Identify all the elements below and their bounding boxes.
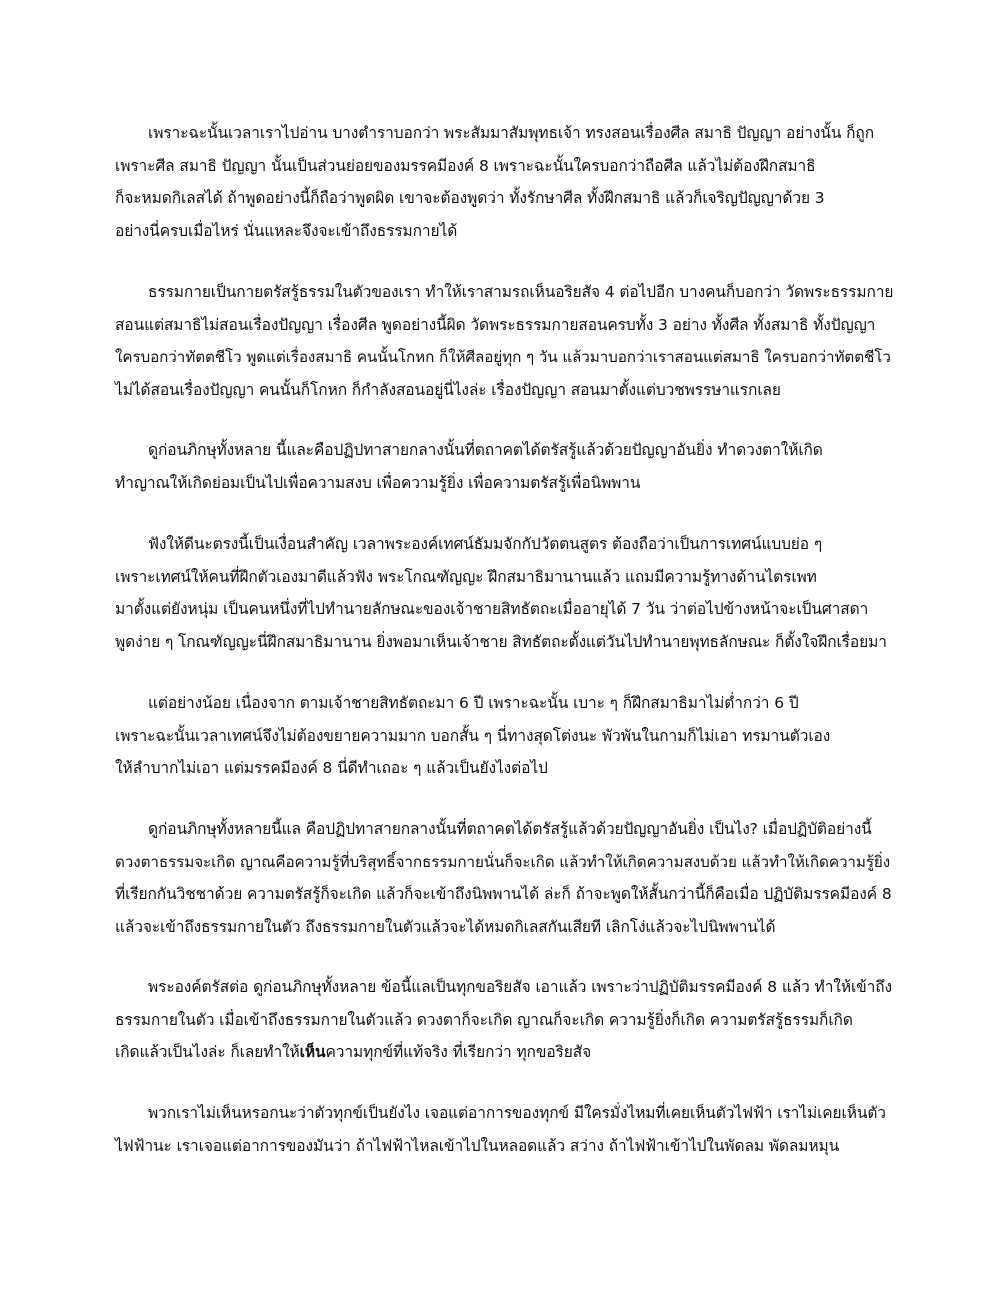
text-segment: ความทุกข์ที่แท้จริง ที่เรียกว่า ทุกขอริยสัจ [325, 1043, 592, 1061]
text-line: ไม่ได้สอนเรื่องปัญญา คนนั้นก็โกหก ก็กำลังสอนอยู่นี่ไงล่ะ เรื่องปัญญา สอนมาตั้งแต่บวชพรรษาแรกเลย [115, 380, 781, 399]
text-line: พวกเราไม่เห็นหรอกนะว่าตัวทุกข์เป็นยังไง เจอแต่อาการของทุกข์ มีใครมั่งไหมที่เคยเห็นตัวไฟฟ้า เราไม่เคยเห็นตัว [148, 1104, 886, 1122]
text-line: ให้ลำบากไม่เอา แต่มรรคมีองค์ 8 นี่ดีทำเถอะ ๆ แล้วเป็นยังไงต่อไป [115, 759, 548, 777]
text-line: ดูก่อนภิกษุทั้งหลาย นี้และคือปฏิปทาสายกลางนั้นที่ตถาคตได้ตรัสรู้แล้วด้วยปัญญาอันยิ่ง ทำดวงตาให้เกิด [148, 441, 823, 459]
paragraph-8 [115, 1097, 895, 1162]
text-line: ใครบอกว่าทัตตชีโว พูดแต่เรื่องสมาธิ คนนั้นโกหก ก็ให้ศีลอยู่ทุก ๆ วัน แล้วมาบอกว่าเราสอนแต่สมาธิ ใครบอกว่าทัตตชีโว [115, 348, 891, 366]
text-line: ดวงตาธรรมจะเกิด ญาณคือความรู้ที่บริสุทธิ์จากธรรมกายนั่นก็จะเกิด แล้วทำให้เกิดความสงบด้วย แล้วทำให้เกิดความรู้ยิ่ง [115, 852, 891, 871]
text-line: พูดง่าย ๆ โกณฑัญญะนี่ฝึกสมาธิมานาน ยิ่งพอมาเห็นเจ้าชาย สิทธัตถะตั้งแต่วันไปทำนายพุทธลักษณะ ก็ตั้งใจฝึกเรื่อยมา [115, 632, 887, 651]
text-line-with-emphasis [115, 1036, 895, 1069]
paragraph-7 [115, 971, 895, 1069]
paragraph-3 [115, 434, 895, 499]
paragraph-6 [115, 813, 895, 943]
text-line: มาตั้งแต่ยังหนุ่ม เป็นคนหนึ่งที่ไปทำนายลักษณะของเจ้าชายสิทธัตถะเมื่ออายุได้ 7 วัน ว่าต่อไปข้างหน้าจะเป็นศาสดา [115, 600, 869, 618]
text-line: ธรรมกายเป็นกายตรัสรู้ธรรมในตัวของเรา ทำให้เราสามรถเห็นอริยสัจ 4 ต่อไปอีก บางคนก็บอกว่า วัดพระธรรมกาย [148, 283, 894, 301]
paragraph-5 [115, 687, 895, 785]
text-line: ทำญาณให้เกิดย่อมเป็นไปเพื่อความสงบ เพื่อความรู้ยิ่ง เพื่อความตรัสรู้เพื่อนิพพาน [115, 473, 641, 492]
emphasis-text: เห็น [299, 1043, 326, 1061]
paragraph-1 [115, 117, 895, 247]
text-line: สอนแต่สมาธิไม่สอนเรื่องปัญญา เรื่องศีล พูดอย่างนี้ผิด วัดพระธรรมกายสอนครบทั้ง 3 อย่าง ทั้งศีล ทั้งสมาธิ ทั้งปัญญา [115, 315, 876, 334]
text-line: ธรรมกายในตัว เมื่อเข้าถึงธรรมกายในตัวแล้ว ดวงตาก็จะเกิด ญาณก็จะเกิด ความรู้ยิ่งก็เกิด ความตรัสรู้ธรรมก็เกิด [115, 1010, 853, 1029]
text-line: เพราะศีล สมาธิ ปัญญา นั้นเป็นส่วนย่อยของมรรคมีองค์ 8 เพราะฉะนั้นใครบอกว่าถือศีล แล้วไม่ต้องฝึกสมาธิ [115, 156, 816, 175]
text-segment: เกิดแล้วเป็นไงล่ะ ก็เลยทำให้ [115, 1043, 300, 1061]
paragraph-2 [115, 276, 895, 406]
text-line: อย่างนี่ครบเมื่อไหร่ นั่นแหละจึงจะเข้าถึงธรรมกายได้ [115, 221, 458, 240]
text-line: ไฟฟ้านะ เราเจอแต่อาการของมันว่า ถ้าไฟฟ้าไหลเข้าไปในหลอดแล้ว สว่าง ถ้าไฟฟ้าเข้าไปในพัดลม พัดลมหมุน [115, 1136, 840, 1155]
text-line: แต่อย่างน้อย เนื่องจาก ตามเจ้าชายสิทธัตถะมา 6 ปี เพราะฉะนั้น เบาะ ๆ ก็ฝึกสมาธิมาไม่ต่ำกว่า 6 ปี [148, 694, 799, 712]
text-line: ก็จะหมดกิเลสได้ ถ้าพูดอย่างนี้ก็ถือว่าพูดผิด เขาจะต้องพูดว่า ทั้งรักษาศีล ทั้งฝึกสมาธิ แล้วก็เจริญปัญญาด้วย 3 [115, 189, 825, 207]
text-line: เพราะฉะนั้นเวลาเราไปอ่าน บางตำราบอกว่า พระสัมมาสัมพุทธเจ้า ทรงสอนเรื่องศีล สมาธิ ปัญญา อย่างนั้น ก็ถูก [148, 124, 874, 142]
text-line: เพราะเทศน์ให้คนที่ฝึกตัวเองมาดีแล้วฟัง พระโกณฑัญญะ ฝึกสมาธิมานานแล้ว แถมมีความรู้ทางด้านไตรเพท [115, 567, 817, 586]
text-line: พระองค์ตรัสต่อ ดูก่อนภิกษุทั้งหลาย ข้อนี้แลเป็นทุกขอริยสัจ เอาแล้ว เพราะว่าปฏิบัติมรรคมีองค์ 8 แล้ว ทำให้เข้าถึง [148, 978, 893, 996]
text-line: ดูก่อนภิกษุทั้งหลายนี้แล คือปฏิปทาสายกลางนั้นที่ตถาคตได้ตรัสรู้แล้วด้วยปัญญาอันยิ่ง เป็นไง? เมื่อปฏิบัติอย่างนี้ [148, 820, 872, 838]
text-line: ที่เรียกกันวิชชาด้วย ความตรัสรู้ก็จะเกิด แล้วก็จะเข้าถึงนิพพานได้ ล่ะก็ ถ้าจะพูดให้สั้นกว่านี้ก็คือเมื่อ ปฏิบัติมรรคมีองค์ 8 [115, 885, 892, 903]
text-line: เพราะฉะนั้นเวลาเทศน์จึงไม่ต้องขยายความมาก บอกสั้น ๆ นี่ทางสุดโต่งนะ พัวพันในกามก็ไม่เอา ทรมานตัวเอง [115, 726, 831, 745]
paragraph-4 [115, 528, 895, 658]
text-line: ฟังให้ดีนะตรงนี้เป็นเงื่อนสำคัญ เวลาพระองค์เทศน์ธัมมจักกัปวัตตนสูตร ต้องถือว่าเป็นการเทศน์แบบย่อ ๆ [148, 535, 823, 553]
text-line: แล้วจะเข้าถึงธรรมกายในตัว ถึงธรรมกายในตัวแล้วจะได้หมดกิเลสกันเสียที เลิกโง่แล้วจะไปนิพพานได้ [115, 917, 776, 936]
